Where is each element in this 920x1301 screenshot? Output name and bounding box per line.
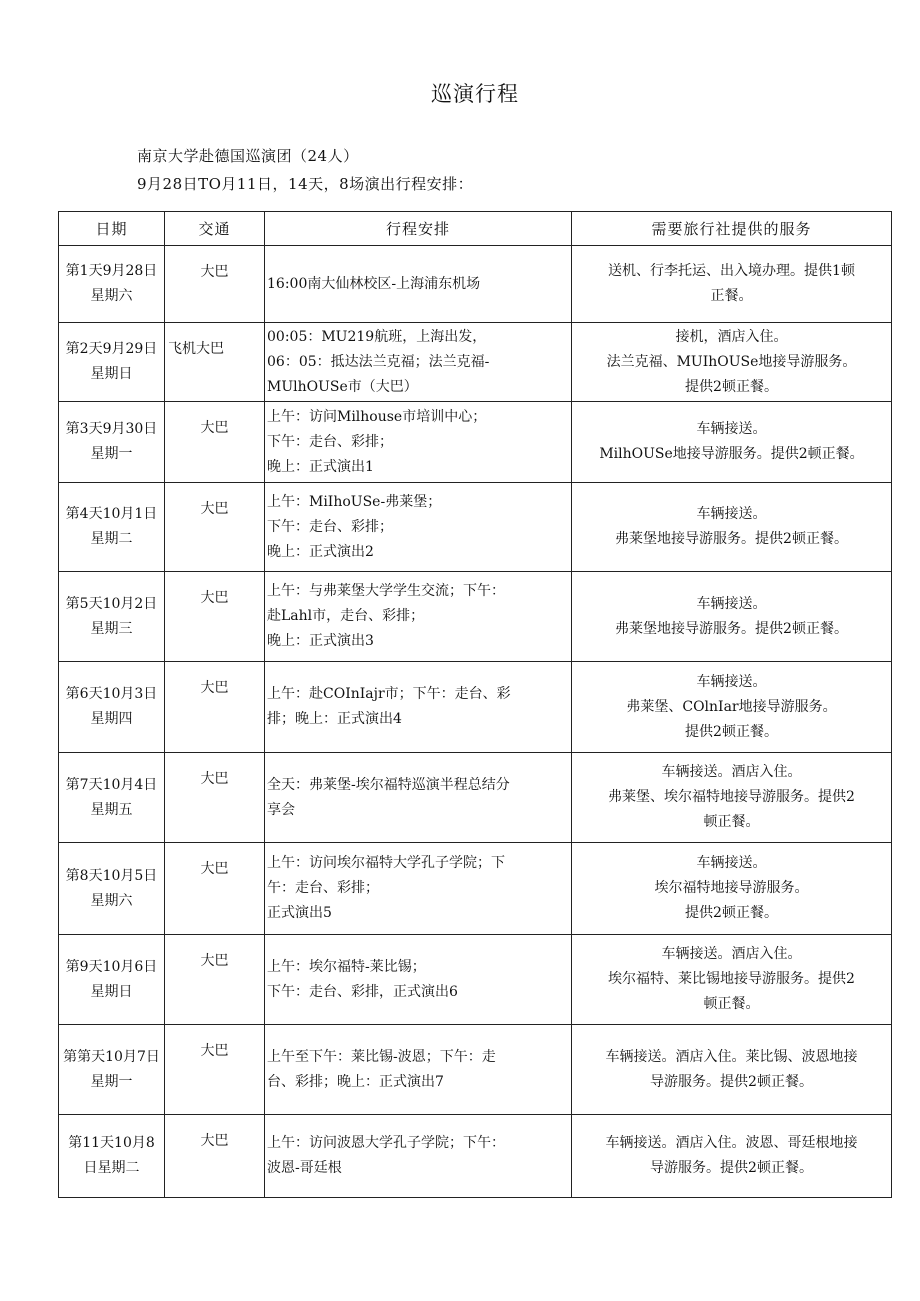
schedule-line: 晚上：正式演出1 xyxy=(267,458,374,475)
cell-transport: 大巴 xyxy=(165,662,265,753)
cell-date: 第6天10月3日星期四 xyxy=(59,662,165,753)
service-line: 提供2顿正餐。 xyxy=(685,905,778,921)
schedule-line: 午：走台、彩排； xyxy=(267,880,379,896)
service-line: 车辆接送。 xyxy=(696,595,767,612)
schedule-line: 00:05：MU219航班，上海出发， xyxy=(267,328,487,345)
intro-line-2: 9月28日TO月11日，14天，8场演出行程安排： xyxy=(137,175,474,193)
service-line: 导游服务。提供2顿正餐。 xyxy=(650,1160,813,1176)
schedule-line: 排；晚上：正式演出4 xyxy=(267,711,402,727)
schedule-line: 享会 xyxy=(267,801,295,818)
cell-service xyxy=(572,662,892,753)
service-line: 埃尔福特、莱比锡地接导游服务。提供2 xyxy=(608,971,855,987)
cell-date: 第11天10月8日星期二 xyxy=(59,1115,165,1198)
cell-schedule xyxy=(265,843,572,935)
cell-schedule xyxy=(265,1115,572,1198)
table-row xyxy=(59,402,892,483)
cell-transport: 大巴 xyxy=(165,1025,265,1115)
service-line: 埃尔福特地接导游服务。 xyxy=(654,880,809,896)
schedule-line: 晚上：正式演出2 xyxy=(267,543,374,560)
header-date: 日期 xyxy=(59,212,165,246)
cell-date: 第第天10月7日星期一 xyxy=(59,1025,165,1115)
table-row xyxy=(59,483,892,572)
schedule-line: 波恩-哥廷根 xyxy=(267,1160,342,1176)
cell-service xyxy=(572,843,892,935)
service-line: MilhOUSe地接导游服务。提供2顿正餐。 xyxy=(599,446,864,462)
service-line: 顿正餐。 xyxy=(703,996,760,1012)
schedule-line: 06：05：抵达法兰克福；法兰克福- xyxy=(267,353,490,370)
cell-service xyxy=(572,572,892,662)
cell-schedule xyxy=(265,935,572,1025)
table-row xyxy=(59,246,892,323)
schedule-line: MUlhOUSe市（大巴） xyxy=(267,378,418,395)
cell-date: 第2天9月29日星期日 xyxy=(59,323,165,402)
itinerary-table xyxy=(58,211,892,1198)
service-line: 弗莱堡地接导游服务。提供2顿正餐。 xyxy=(615,531,848,547)
cell-schedule xyxy=(265,246,572,323)
cell-transport: 大巴 xyxy=(165,935,265,1025)
service-line: 车辆接送。 xyxy=(696,421,767,437)
cell-transport: 大巴 xyxy=(165,483,265,572)
service-line: 车辆接送。 xyxy=(696,673,767,690)
service-line: 弗莱堡地接导游服务。提供2顿正餐。 xyxy=(615,620,848,637)
cell-schedule xyxy=(265,323,572,402)
cell-date: 第4天10月1日星期二 xyxy=(59,483,165,572)
service-line: 提供2顿正餐。 xyxy=(685,378,778,395)
cell-date: 第3天9月30日星期一 xyxy=(59,402,165,483)
cell-schedule xyxy=(265,572,572,662)
table-row xyxy=(59,753,892,843)
schedule-line: 下午：走台、彩排； xyxy=(267,518,393,535)
service-line: 车辆接送。酒店入住。 xyxy=(661,764,802,780)
cell-transport: 大巴 xyxy=(165,753,265,843)
header-transport: 交通 xyxy=(165,212,265,246)
table-row xyxy=(59,843,892,935)
service-line: 车辆接送。酒店入住。莱比锡、波恩地接 xyxy=(605,1048,858,1065)
header-service: 需要旅行社提供的服务 xyxy=(572,212,892,246)
schedule-line: 上午：访问埃尔福特大学孔子学院；下 xyxy=(267,855,505,871)
schedule-line: 台、彩排；晚上：正式演出7 xyxy=(267,1073,444,1090)
cell-date: 第5天10月2日星期三 xyxy=(59,572,165,662)
cell-transport: 大巴 xyxy=(165,246,265,323)
table-row xyxy=(59,323,892,402)
cell-transport: 大巴 xyxy=(165,843,265,935)
service-line: 弗莱堡、COlnIar地接导游服务。 xyxy=(626,698,837,715)
schedule-line: 上午：与弗莱堡大学学生交流；下午： xyxy=(267,583,505,599)
schedule-line: 赴Lahl市，走台、彩排； xyxy=(267,608,425,624)
cell-service xyxy=(572,402,892,483)
table-row xyxy=(59,572,892,662)
page-title: 巡演行程 xyxy=(431,82,519,106)
service-line: 车辆接送。酒店入住。波恩、哥廷根地接 xyxy=(605,1135,858,1151)
cell-service xyxy=(572,1025,892,1115)
cell-schedule xyxy=(265,662,572,753)
service-line: 导游服务。提供2顿正餐。 xyxy=(650,1073,813,1090)
cell-service xyxy=(572,323,892,402)
service-line: 车辆接送。 xyxy=(696,506,767,522)
cell-date: 第9天10月6日星期日 xyxy=(59,935,165,1025)
schedule-line: 上午：访问波恩大学孔子学院；下午： xyxy=(267,1135,505,1151)
cell-transport: 大巴 xyxy=(165,1115,265,1198)
cell-schedule xyxy=(265,402,572,483)
service-line: 接机，酒店入住。 xyxy=(675,328,788,345)
cell-transport: 飞机大巴 xyxy=(165,323,265,402)
table-row xyxy=(59,662,892,753)
schedule-line: 上午：赴COInIajr市；下午：走台、彩 xyxy=(267,686,511,702)
schedule-line: 上午至下午：莱比锡-波恩；下午：走 xyxy=(267,1048,496,1065)
cell-service xyxy=(572,483,892,572)
cell-service xyxy=(572,935,892,1025)
header-schedule: 行程安排 xyxy=(265,212,572,246)
intro-line-1: 南京大学赴德国巡演团（24人） xyxy=(137,147,359,165)
cell-date: 第8天10月5日星期六 xyxy=(59,843,165,935)
schedule-line: 下午：走台、彩排； xyxy=(267,433,393,450)
schedule-line: 晚上：正式演出3 xyxy=(267,633,374,649)
service-line: 提供2顿正餐。 xyxy=(685,723,778,740)
cell-service xyxy=(572,753,892,843)
service-line: 法兰克福、MUIhOUSe地接导游服务。 xyxy=(606,353,857,370)
cell-service xyxy=(572,1115,892,1198)
cell-transport: 大巴 xyxy=(165,402,265,483)
schedule-line: 全天：弗莱堡-埃尔福特巡演半程总结分 xyxy=(267,776,510,793)
service-line: 弗莱堡、埃尔福特地接导游服务。提供2 xyxy=(608,789,855,805)
service-line: 车辆接送。 xyxy=(696,855,767,871)
cell-service xyxy=(572,246,892,323)
schedule-line: 上午：访问Milhouse市培训中心； xyxy=(267,408,487,425)
schedule-line: 上午：埃尔福特-莱比锡； xyxy=(267,958,426,975)
cell-schedule xyxy=(265,1025,572,1115)
cell-schedule xyxy=(265,483,572,572)
table-row xyxy=(59,935,892,1025)
cell-transport: 大巴 xyxy=(165,572,265,662)
cell-schedule xyxy=(265,753,572,843)
schedule-line: 下午：走台、彩排，正式演出6 xyxy=(267,983,458,1000)
service-line: 顿正餐。 xyxy=(703,814,760,830)
cell-date: 第7天10月4日星期五 xyxy=(59,753,165,843)
service-line: 正餐。 xyxy=(710,288,753,304)
cell-date: 第1天9月28日星期六 xyxy=(59,246,165,323)
table-row xyxy=(59,1025,892,1115)
schedule-line: 正式演出5 xyxy=(267,905,332,921)
service-line: 车辆接送。酒店入住。 xyxy=(661,946,802,962)
service-line: 送机、行李托运、出入境办理。提供1顿 xyxy=(608,263,855,279)
schedule-line: 上午：MiIhoUSe-弗莱堡； xyxy=(267,493,442,510)
table-row xyxy=(59,1115,892,1198)
table-header-row xyxy=(59,212,892,246)
schedule-line: 16:00南大仙林校区-上海浦东机场 xyxy=(267,275,481,292)
